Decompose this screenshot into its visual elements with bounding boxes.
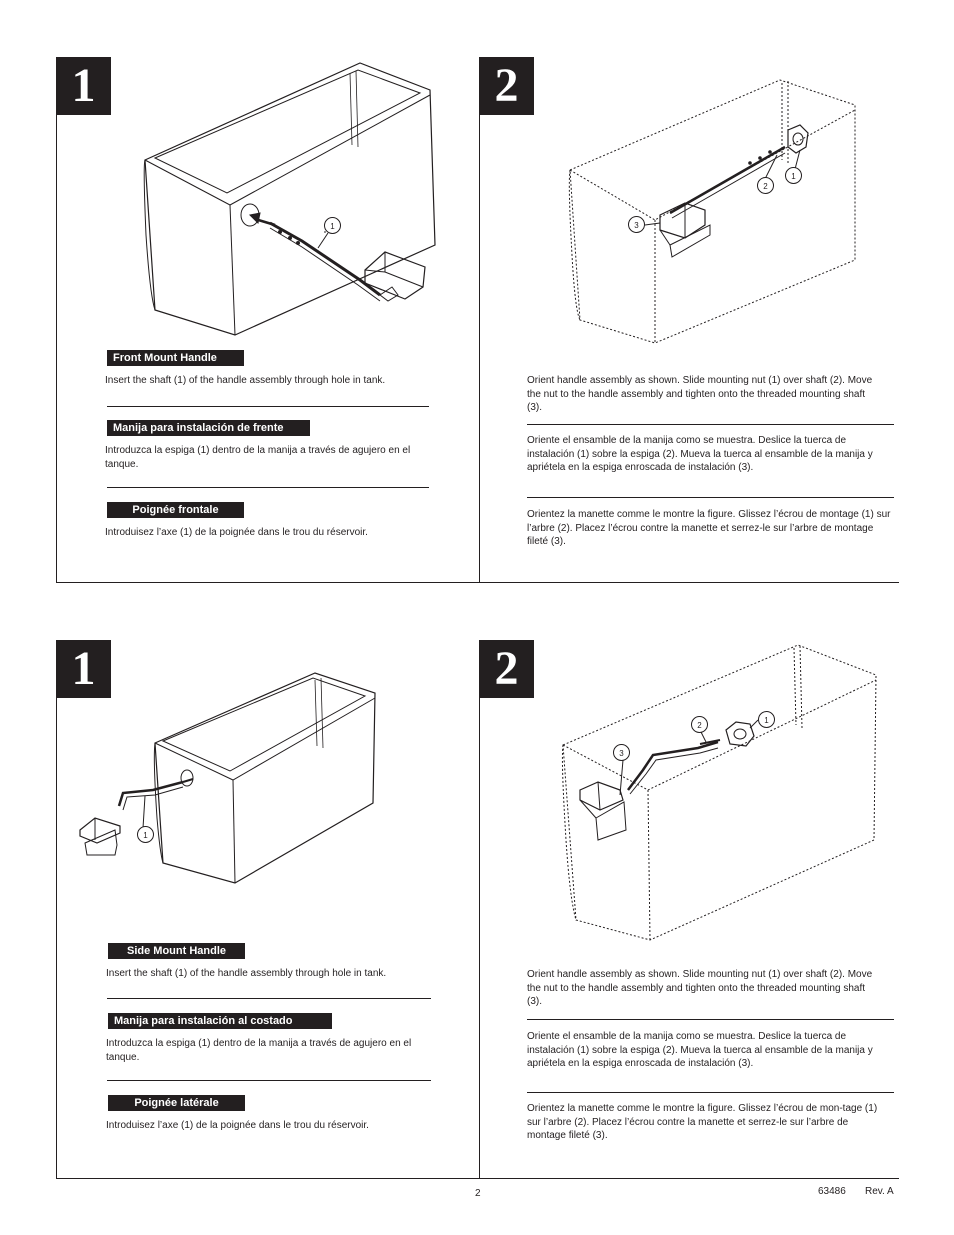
section-heading-english: Front Mount Handle [107, 350, 244, 366]
instruction-french: Introduisez l’axe (1) de la poignée dans le trou du réservoir. [106, 1120, 369, 1131]
instruction-spanish: Introduzca la espiga (1) dentro de la manija a través de agujero en el tanque. [105, 445, 411, 470]
section-heading-french: Poignée latérale [108, 1095, 245, 1111]
step-number: 2 [479, 57, 534, 115]
tank-illustration-side-mount [75, 668, 385, 893]
section-heading-french: Poignée frontale [107, 502, 244, 518]
instruction-english: Insert the shaft (1) of the handle assembly through hole in tank. [105, 375, 386, 386]
section-heading-spanish: Manija para instalación de frente [107, 420, 310, 436]
panel-border-bottom [56, 1178, 899, 1179]
callout-1: 1 [324, 217, 341, 234]
separator [107, 1080, 431, 1081]
page-number: 2 [475, 1188, 481, 1199]
callout-1: 1 [137, 826, 154, 843]
step-number: 2 [479, 640, 534, 698]
section-heading-english: Side Mount Handle [108, 943, 245, 959]
callout-3: 3 [613, 744, 630, 761]
instruction-english: Orient handle assembly as shown. Slide mounting nut (1) over shaft (2). Move the nut to the handle assembly and tighten onto the threaded mounting shaft (3). [527, 969, 873, 1007]
separator [527, 1019, 894, 1020]
step-number: 1 [56, 57, 111, 115]
tank-illustration-side-nut-mount [558, 640, 883, 945]
separator [107, 998, 431, 999]
callout-3: 3 [628, 216, 645, 233]
instruction-english: Insert the shaft (1) of the handle assembly through hole in tank. [106, 968, 387, 979]
callout-1: 1 [758, 711, 775, 728]
step-number: 1 [56, 640, 111, 698]
panel-border-left [56, 640, 57, 1178]
instruction-english: Orient handle assembly as shown. Slide mounting nut (1) over shaft (2). Move the nut to the handle assembly and tighten onto the threaded mounting shaft (3). [527, 375, 873, 413]
revision-label: Rev. A [865, 1186, 894, 1197]
instruction-french: Introduisez l’axe (1) de la poignée dans le trou du réservoir. [105, 527, 368, 538]
instruction-spanish: Introduzca la espiga (1) dentro de la manija a través de agujero en el tanque. [106, 1038, 412, 1063]
callout-1: 1 [785, 167, 802, 184]
instruction-spanish: Oriente el ensamble de la manija como se muestra. Deslice la tuerca de instalación (1) sobre la espiga (2). Mueva la tuerca al ensamble de la manija y apriétela en la espiga enroscada de instalación (3). [527, 435, 873, 473]
instruction-french: Orientez la manette comme le montre la figure. Glissez l’écrou de montage (1) sur l’arbre (2). Placez l’écrou contre la manette et serrez-le sur l’arbre de montage fileté (3). [527, 509, 891, 547]
section-heading-spanish: Manija para instalación al costado [108, 1013, 332, 1029]
instruction-french: Orientez la manette comme le montre la figure. Glissez l’écrou de mon-tage (1) sur l’arbre (2). Placez l’écrou contre la manette et serrez-le sur l’arbre de montage fileté (3). [527, 1103, 878, 1141]
callout-2: 2 [757, 177, 774, 194]
panel-divider [479, 640, 480, 1178]
separator [527, 1092, 894, 1093]
document-number: 63486 [818, 1186, 846, 1197]
callout-2: 2 [691, 716, 708, 733]
instruction-spanish: Oriente el ensamble de la manija como se muestra. Deslice la tuerca de instalación (1) sobre la espiga (2). Mueva la tuerca al ensamble de la manija y apriétela en la espiga enroscada de instalación (3). [527, 1031, 873, 1069]
